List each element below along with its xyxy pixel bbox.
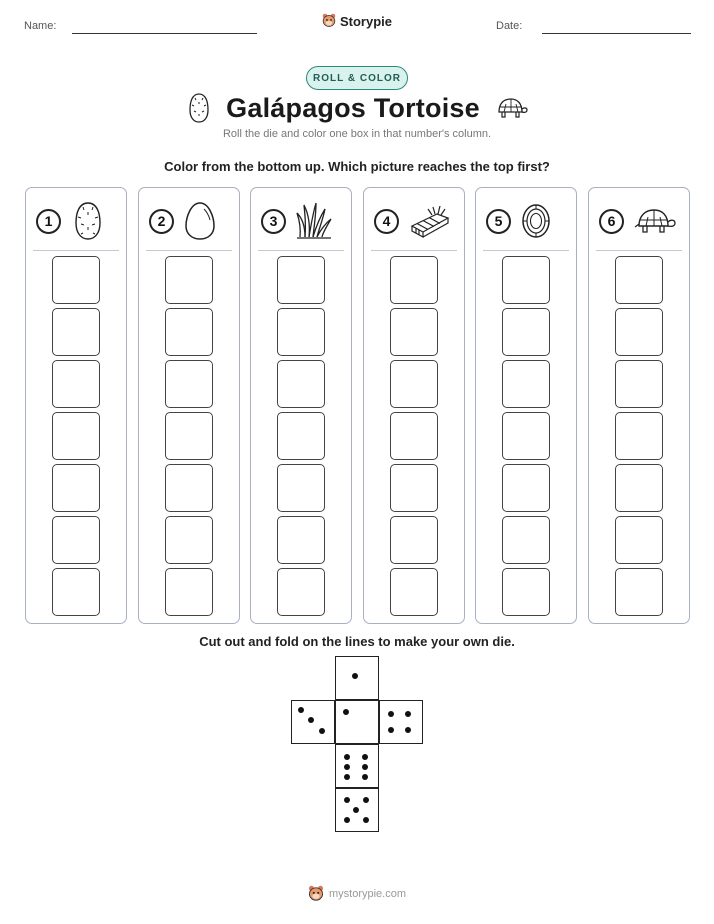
color-box[interactable] bbox=[52, 568, 100, 616]
die-face-one bbox=[335, 656, 379, 700]
die-pip bbox=[344, 754, 350, 760]
color-box[interactable] bbox=[390, 308, 438, 356]
cactus-icon bbox=[71, 201, 105, 241]
die-pip bbox=[353, 807, 359, 813]
die-pip bbox=[405, 727, 411, 733]
color-box[interactable] bbox=[502, 308, 550, 356]
log-bundle-icon bbox=[409, 204, 451, 238]
color-box[interactable] bbox=[165, 308, 213, 356]
column-number: 6 bbox=[599, 209, 624, 234]
column-header bbox=[599, 204, 679, 238]
name-label: Name: bbox=[24, 20, 57, 32]
die-pip bbox=[344, 774, 350, 780]
column-header bbox=[374, 204, 454, 238]
color-box[interactable] bbox=[165, 464, 213, 512]
column-3 bbox=[250, 187, 352, 624]
column-divider bbox=[483, 250, 569, 251]
color-box[interactable] bbox=[52, 256, 100, 304]
color-box[interactable] bbox=[277, 256, 325, 304]
column-5 bbox=[475, 187, 577, 624]
column-divider bbox=[33, 250, 119, 251]
page-title: Galápagos Tortoise bbox=[226, 92, 480, 123]
color-box[interactable] bbox=[502, 516, 550, 564]
color-box[interactable] bbox=[502, 412, 550, 460]
column-4 bbox=[363, 187, 465, 624]
die-pip bbox=[362, 764, 368, 770]
grass-icon bbox=[296, 201, 332, 241]
color-box[interactable] bbox=[390, 464, 438, 512]
die-pip bbox=[344, 797, 350, 803]
color-box[interactable] bbox=[615, 256, 663, 304]
egg-icon bbox=[184, 201, 216, 241]
die-face-six bbox=[335, 744, 379, 788]
cactus-icon bbox=[186, 92, 212, 124]
die-pip bbox=[405, 711, 411, 717]
die-pip bbox=[363, 797, 369, 803]
color-box[interactable] bbox=[165, 412, 213, 460]
column-divider bbox=[146, 250, 232, 251]
column-number: 4 bbox=[374, 209, 399, 234]
die-face-one bbox=[335, 700, 379, 744]
color-box[interactable] bbox=[277, 516, 325, 564]
die-face-five bbox=[335, 788, 379, 832]
column-header bbox=[36, 204, 116, 238]
color-box[interactable] bbox=[52, 516, 100, 564]
column-number: 3 bbox=[261, 209, 286, 234]
color-box[interactable] bbox=[277, 464, 325, 512]
storypie-logo-icon bbox=[308, 885, 324, 903]
color-box[interactable] bbox=[277, 568, 325, 616]
color-box[interactable] bbox=[615, 516, 663, 564]
column-header bbox=[486, 204, 566, 238]
color-box[interactable] bbox=[165, 568, 213, 616]
die-pip bbox=[388, 711, 394, 717]
subtitle: Roll the die and color one box in that number's column. bbox=[222, 128, 492, 140]
shell-icon bbox=[521, 203, 551, 239]
color-box[interactable] bbox=[615, 360, 663, 408]
color-box[interactable] bbox=[165, 516, 213, 564]
column-divider bbox=[596, 250, 682, 251]
tortoise-icon bbox=[494, 96, 528, 120]
color-box[interactable] bbox=[502, 256, 550, 304]
date-line[interactable] bbox=[542, 33, 691, 34]
die-pip bbox=[308, 717, 314, 723]
die-pip bbox=[388, 727, 394, 733]
die-pip bbox=[319, 728, 325, 734]
title-row bbox=[0, 90, 714, 126]
storypie-logo-icon bbox=[322, 13, 336, 29]
name-line[interactable] bbox=[72, 33, 257, 34]
color-box[interactable] bbox=[390, 516, 438, 564]
color-box[interactable] bbox=[52, 360, 100, 408]
color-box[interactable] bbox=[502, 568, 550, 616]
color-box[interactable] bbox=[615, 308, 663, 356]
color-box[interactable] bbox=[390, 412, 438, 460]
die-face-three bbox=[291, 700, 335, 744]
die-pip bbox=[344, 817, 350, 823]
date-label: Date: bbox=[496, 20, 523, 32]
column-divider bbox=[258, 250, 344, 251]
column-header bbox=[261, 204, 341, 238]
roll-color-badge: ROLL & COLOR bbox=[306, 66, 408, 90]
color-box[interactable] bbox=[390, 568, 438, 616]
instruction: Color from the bottom up. Which picture reaches the top first? bbox=[164, 159, 550, 174]
die-instruction: Cut out and fold on the lines to make your own die. bbox=[199, 634, 515, 649]
column-number: 2 bbox=[149, 209, 174, 234]
column-1 bbox=[25, 187, 127, 624]
column-number: 1 bbox=[36, 209, 61, 234]
color-box[interactable] bbox=[52, 464, 100, 512]
column-2 bbox=[138, 187, 240, 624]
die-pip bbox=[352, 673, 358, 679]
die-pip bbox=[362, 774, 368, 780]
color-box[interactable] bbox=[277, 308, 325, 356]
column-header bbox=[149, 204, 229, 238]
die-pip bbox=[343, 709, 349, 715]
column-divider bbox=[371, 250, 457, 251]
brand-name: Storypie bbox=[339, 13, 392, 29]
color-box[interactable] bbox=[52, 308, 100, 356]
color-box[interactable] bbox=[165, 360, 213, 408]
color-box[interactable] bbox=[277, 412, 325, 460]
color-box[interactable] bbox=[615, 568, 663, 616]
color-box[interactable] bbox=[165, 256, 213, 304]
die-pip bbox=[298, 707, 304, 713]
color-box[interactable] bbox=[615, 464, 663, 512]
die-pip bbox=[362, 754, 368, 760]
column-6 bbox=[588, 187, 690, 624]
color-box[interactable] bbox=[390, 256, 438, 304]
die-face-four bbox=[379, 700, 423, 744]
color-box[interactable] bbox=[615, 412, 663, 460]
color-box[interactable] bbox=[502, 464, 550, 512]
column-number: 5 bbox=[486, 209, 511, 234]
footer bbox=[0, 885, 714, 903]
footer-url[interactable]: mystorypie.com bbox=[328, 888, 407, 900]
die-pip bbox=[363, 817, 369, 823]
color-box[interactable] bbox=[502, 360, 550, 408]
color-box[interactable] bbox=[52, 412, 100, 460]
tortoise-icon bbox=[634, 207, 676, 235]
die-pip bbox=[344, 764, 350, 770]
color-box[interactable] bbox=[390, 360, 438, 408]
color-box[interactable] bbox=[277, 360, 325, 408]
brand bbox=[0, 13, 714, 29]
